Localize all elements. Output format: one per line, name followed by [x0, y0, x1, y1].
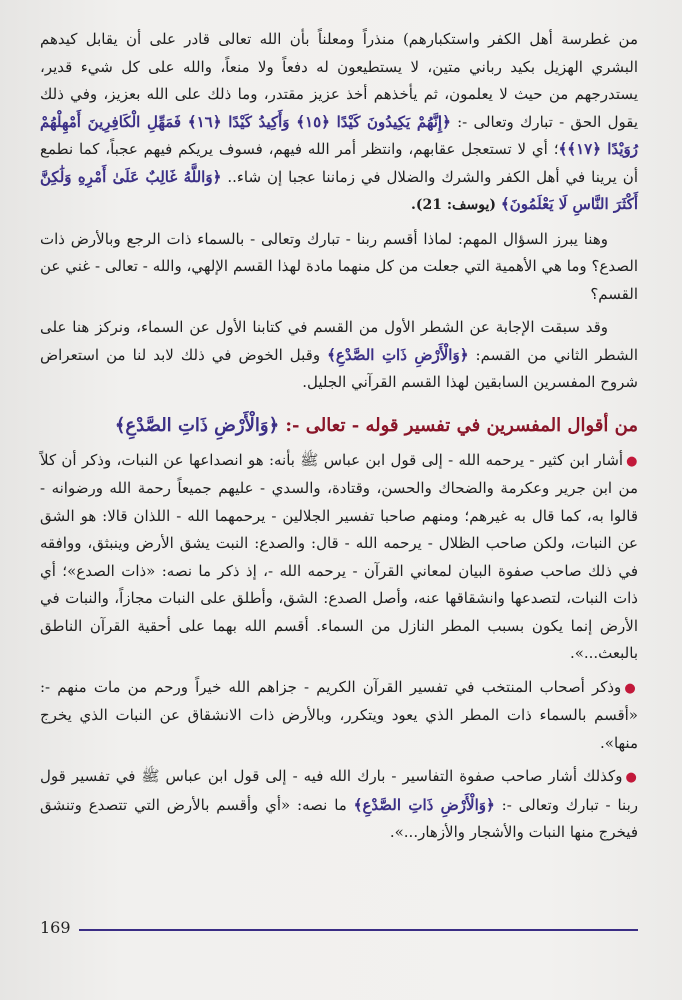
text-run: وقد سبقت الإجابة عن الشطر الأول من القسم في كتابنا الأول عن السماء، ونركز هنا على الشطر الثاني من القسم: [40, 318, 638, 364]
paragraph [40, 26, 638, 220]
paragraph [40, 226, 638, 309]
text-run: وهنا يبرز السؤال المهم: لماذا أقسم ربنا - تبارك وتعالى - بالسماء ذات الرجع وبالأرض ذات الصدع؟ وما هي الأهمية التي جعلت من كل منهما مادة لهذا القسم الإلهي، والله - تعالى - غني عن القسم؟ [40, 229, 638, 303]
footer-rule [79, 929, 638, 931]
quran-verse: ﴿وَالْأَرْضِ ذَاتِ الصَّدْعِ﴾ [353, 795, 495, 814]
page-footer [40, 918, 638, 937]
bullet-paragraph [40, 447, 638, 668]
section-heading [40, 411, 638, 441]
text-run: ما نصه: «أي وأقسم بالأرض التي تتصدع وتنشق فيخرج منها النبات والأشجار والأزهار...». [40, 795, 638, 841]
bullet-icon: ● [624, 680, 639, 696]
text-run: من غطرسة أهل الكفر واستكبارهم) منذراً ومعلناً بأن الله تعالى قادر على أن يقابل كيدهم البشري الهزيل بكيد رباني متين، لا يستطيعون له دفعاً ولا منعاً، والله على كل شيء قدير، يستدرجهم من حيث لا يعلمون، ثم يأخذهم أخذ عزيز مقتدر، وما ذلك على الله بعزيز، وفي ذلك يقول الحق - تبارك وتعالى -: [40, 30, 638, 131]
quran-verse: ﴿إِنَّهُمْ يَكِيدُونَ كَيْدًا ﴿١٥﴾ وَأَكِيدُ كَيْدًا ﴿١٦﴾ فَمَهِّلِ الْكَافِرِينَ أَمْهِلْهُمْ رُوَيْدًا ﴿١٧﴾﴾ [40, 112, 638, 158]
text-run: من أقوال المفسرين في تفسير قوله - تعالى -: [279, 414, 638, 436]
paragraph [40, 314, 638, 397]
quran-verse: ﴿وَالْأَرْضِ ذَاتِ الصَّدْعِ﴾ [114, 414, 280, 436]
text-run: وكذلك أشار صاحب صفوة التفاسير - بارك الله فيه - إلى قول ابن عباس ﷺ في تفسير قول ربنا - تبارك وتعالى -: [40, 767, 638, 814]
bullet-icon: ● [625, 770, 638, 785]
text-run: وقبل الخوض في ذلك لابد لنا من استعراض شروح المفسرين السابقين لهذا القسم القرآني الجليل. [40, 345, 638, 391]
quran-verse: ﴿وَالْأَرْضِ ذَاتِ الصَّدْعِ﴾ [327, 345, 469, 364]
text-run: أشار ابن كثير - يرحمه الله - إلى قول ابن عباس ﷺ بأنه: هو انصداعها عن النبات، وذكر أن كلاً من ابن جرير وعكرمة والضحاك والحسن، وقتادة، والسدي - عليهم جميعاً رحمة الله ورضوانه - قالوا به، كما قال به غيرهم؛ ومنهم صاحبا تفسير الجلالين - يرحمهما الله - اللذان قالا: هو الشق عن النبات، ولكن صاحب الظلال - يرحمه الله - قال: والصدع: النبت يشق الأرض وينبثق، ووافقه في ذلك صاحب صفوة البيان لمعاني القرآن - يرحمه الله -، إذ ذكر ما نصه: «ذات الصدع»؛ أي ذات النبات، لتصدعها وانشقاقها عنه، وأصل الصدع: الشق، وأطلق على النبات مجازاً، والنبات في الأرض إنما يكون بسبب المطر النازل من السماء. أقسم الله بهما على أحقية القرآن الناطق بالبعث...». [40, 450, 638, 662]
page-number: 169 [40, 918, 71, 937]
bullet-paragraph [40, 763, 638, 847]
text-run: ؛ أي لا تستعجل عقابهم، وانتظر أمر الله فيهم، فسوف يريكم فيهم عجباً، كما نطمع أن يرينا في أهل الكفر والشرك والضلال في زماننا عجبا إن شاء.. [40, 140, 638, 186]
quran-verse: ﴿وَاللَّهُ غَالِبٌ عَلَىٰ أَمْرِهِ وَلَٰكِنَّ أَكْثَرَ النَّاسِ لَا يَعْلَمُونَ﴾ [40, 167, 638, 213]
text-run: وذكر أصحاب المنتخب في تفسير القرآن الكريم - جزاهم الله خيراً ورحم من مات منهم -: «أقسم بالسماء ذات المطر الذي يعود ويتكرر، وبالأرض ذات الانشقاق عن النبات الذي يخرج منها». [40, 677, 638, 752]
page-body [40, 26, 638, 847]
bullet-icon: ● [626, 453, 638, 469]
bullet-paragraph [40, 674, 638, 758]
verse-reference: (يوسف: 21). [411, 197, 501, 213]
